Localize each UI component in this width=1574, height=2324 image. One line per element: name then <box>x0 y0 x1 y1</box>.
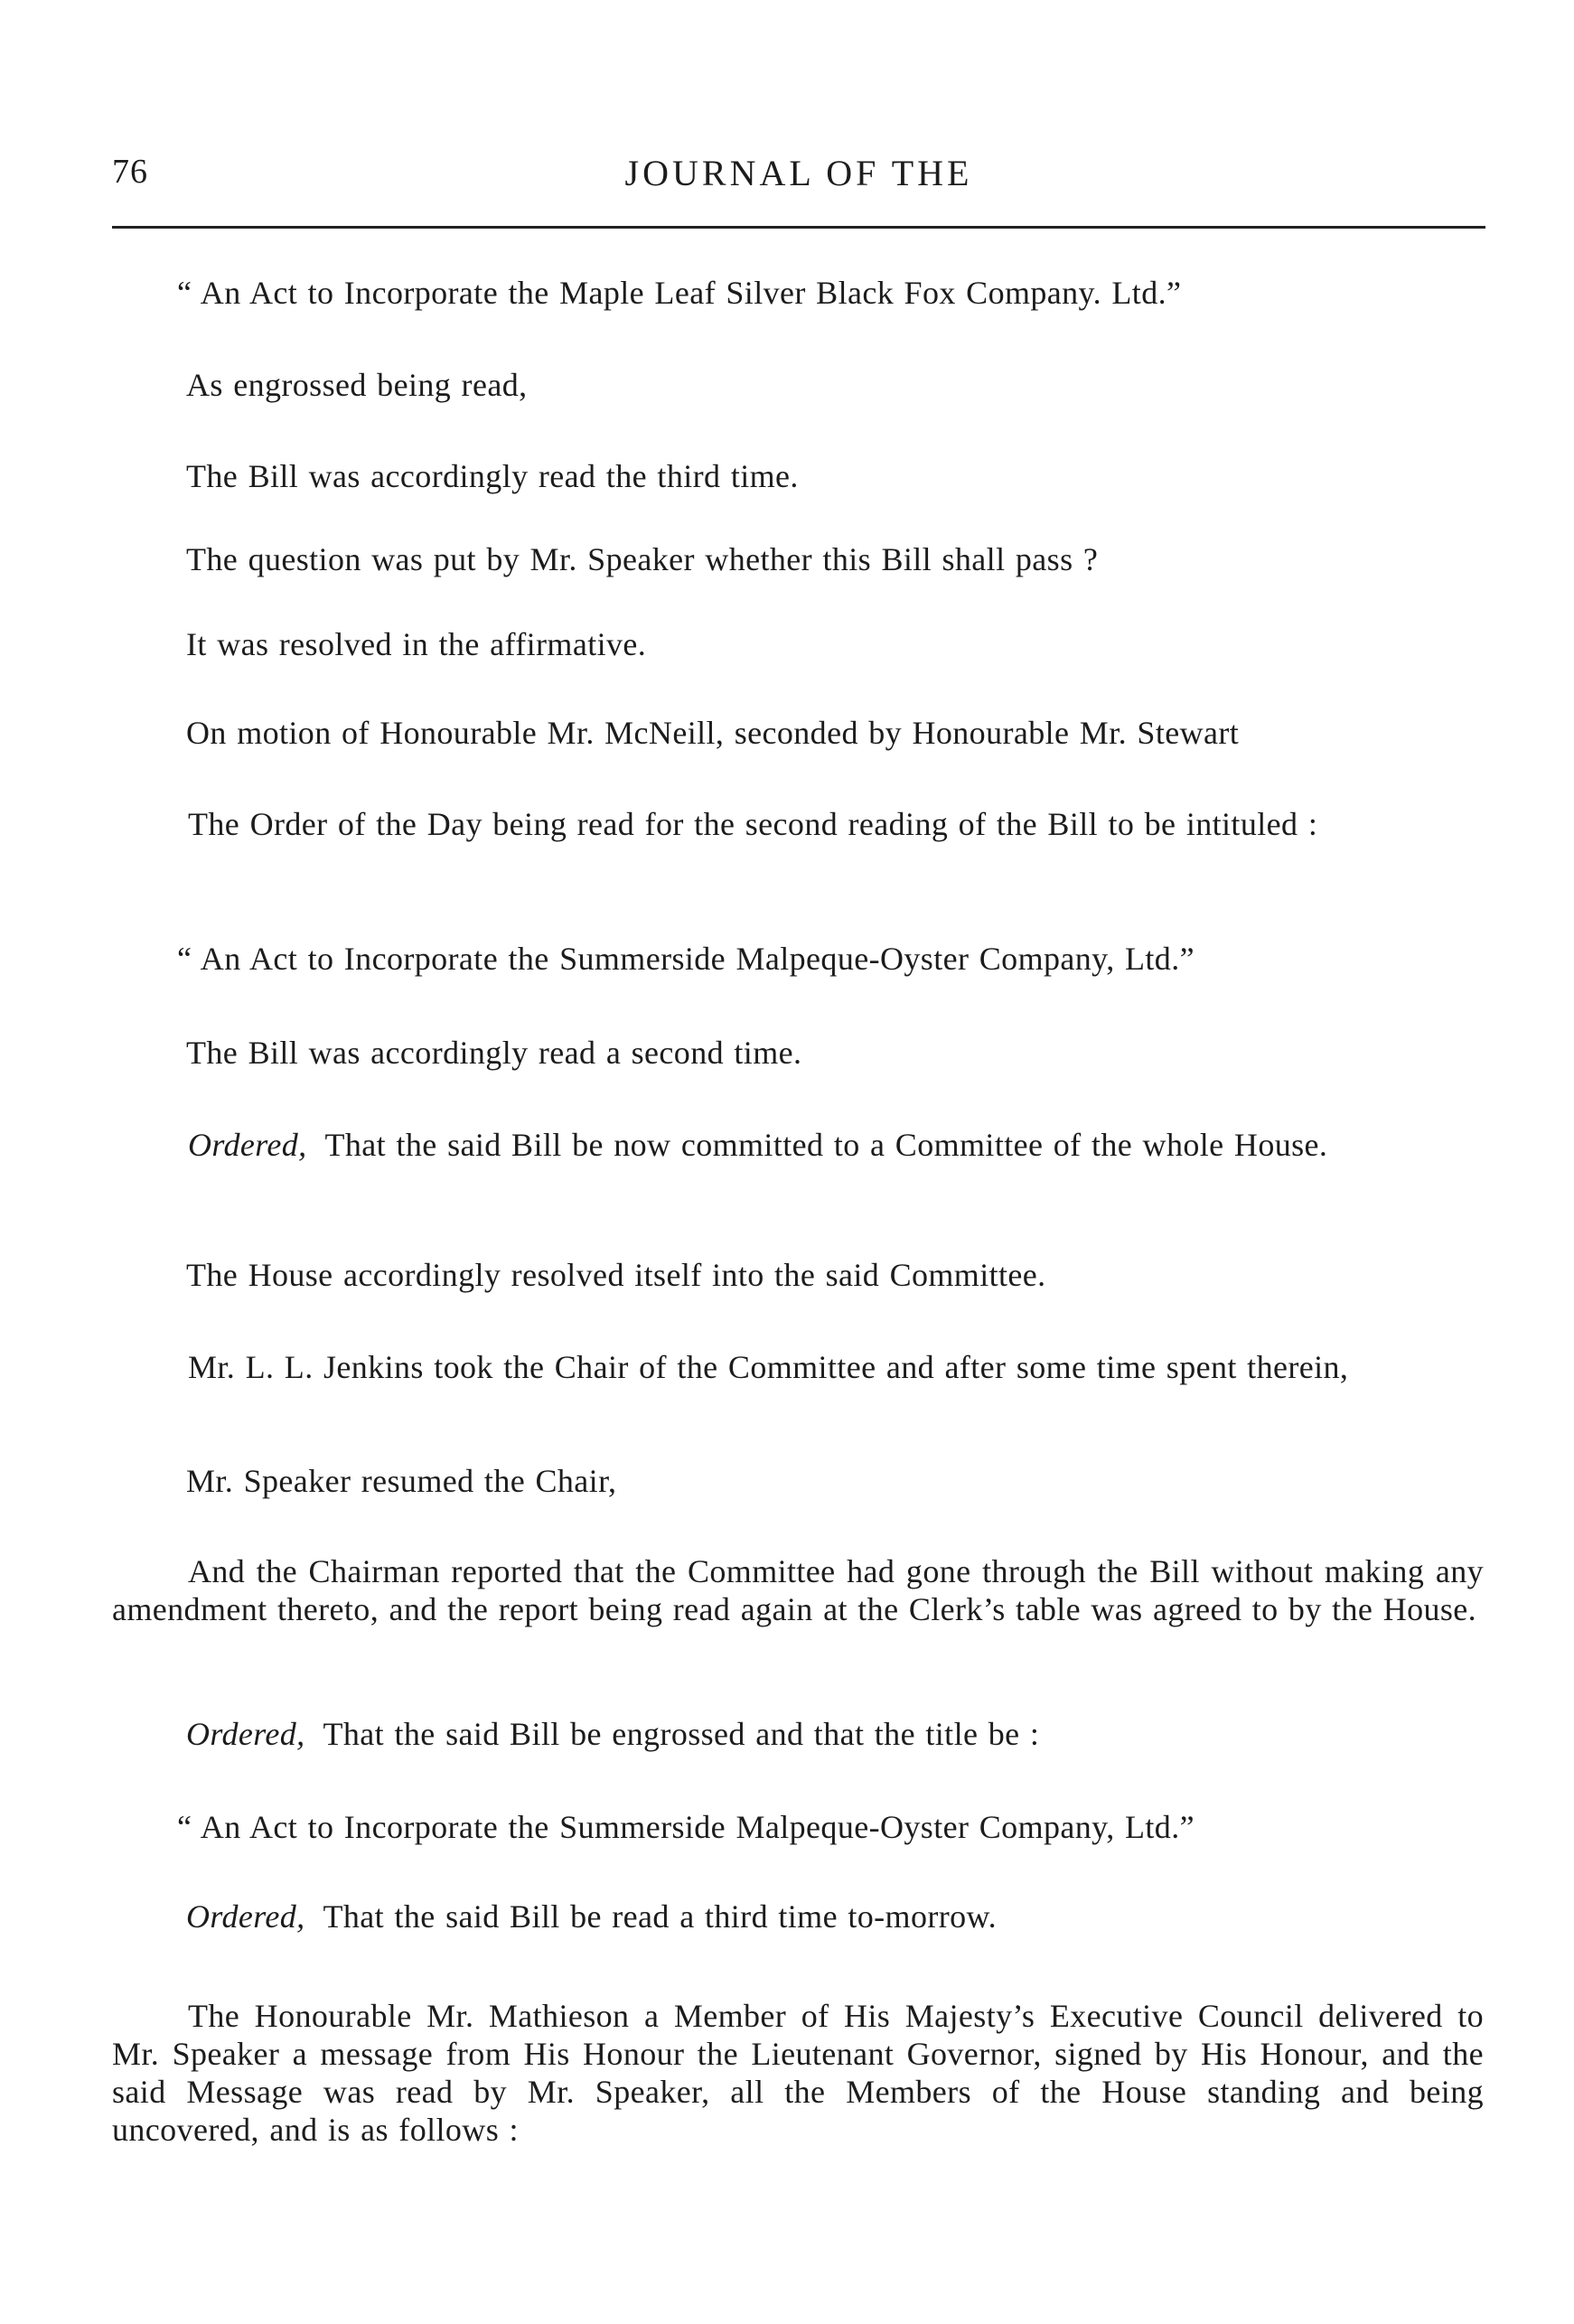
bill-title-maple-leaf: “ An Act to Incorporate the Maple Leaf Silver Black Fox Company. Ltd.” <box>177 275 1182 311</box>
running-head: JOURNAL OF THE <box>624 153 973 193</box>
paragraph-resolved-committee: The House accordingly resolved itself into the said Committee. <box>186 1257 1046 1293</box>
paragraph-ordered-committee <box>112 1126 1484 1164</box>
bill-title-summerside-final: “ An Act to Incorporate the Summerside Malpeque-Oyster Company, Ltd.” <box>177 1809 1195 1845</box>
paragraph-motion: On motion of Honourable Mr. McNeill, seconded by Honourable Mr. Stewart <box>186 715 1240 751</box>
paragraph-resolved: It was resolved in the affirmative. <box>186 626 647 662</box>
paragraph-third-reading: The Bill was accordingly read the third time. <box>186 458 799 494</box>
ordered-label: Ordered, <box>186 1716 305 1752</box>
ordered-label: Ordered, <box>186 1898 305 1935</box>
paragraph-question: The question was put by Mr. Speaker whether this Bill shall pass ? <box>186 541 1099 577</box>
paragraph-engrossed: As engrossed being read, <box>186 367 528 403</box>
paragraph-chairman-report: And the Chairman reported that the Committee had gone through the Bill without making any amendment thereto, and the report being read again at the Clerk’s table was agreed to by the House. <box>112 1553 1484 1627</box>
ordered-text: That the said Bill be engrossed and that the title be : <box>323 1716 1040 1752</box>
ordered-text: That the said Bill be now committed to a Committee of the whole House. <box>324 1127 1328 1163</box>
ordered-label: Ordered, <box>188 1127 307 1163</box>
header-rule <box>112 226 1485 229</box>
bill-title-summerside: “ An Act to Incorporate the Summerside Malpeque-Oyster Company, Ltd.” <box>177 941 1195 977</box>
paragraph-order-of-day: The Order of the Day being read for the second reading of the Bill to be intituled : <box>188 806 1318 842</box>
paragraph-ordered-third-time <box>186 1898 1484 1935</box>
ordered-text: That the said Bill be read a third time to-morrow. <box>323 1898 997 1935</box>
paragraph-message: The Honourable Mr. Mathieson a Member of His Majesty’s Executive Council delivered to Mr. Speaker a message from His Honour the Lieutenant Governor, signed by His Honour, and the said Message was read by Mr. Speaker, all the Members of the House standing and being uncovered, and is as follows : <box>112 1998 1484 2148</box>
paragraph-ordered-engrossed <box>186 1715 1484 1753</box>
page-number: 76 <box>112 153 148 191</box>
paragraph-chair: Mr. L. L. Jenkins took the Chair of the Committee and after some time spent therein, <box>188 1349 1349 1385</box>
page-header <box>112 152 1485 202</box>
paragraph-second-reading: The Bill was accordingly read a second time. <box>186 1035 802 1071</box>
paragraph-speaker-resumed: Mr. Speaker resumed the Chair, <box>186 1463 617 1499</box>
